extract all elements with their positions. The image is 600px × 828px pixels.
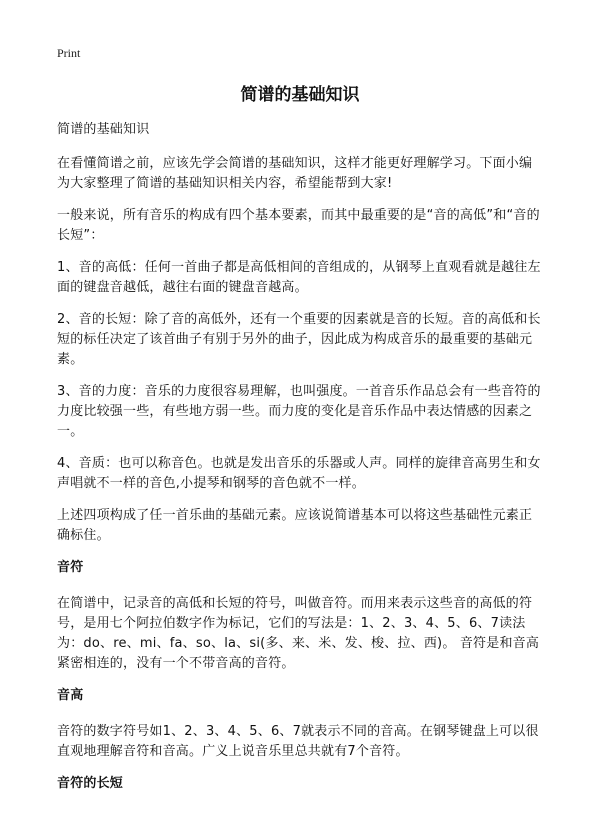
article-body: [57, 120, 545, 810]
print-link[interactable]: Print: [57, 46, 81, 60]
duration-paragraph: 2、音的长短：除了音的高低外，还有一个重要的因素就是音的长短。音的高低和长短的标任决定了该首曲子有别于另外的曲子，因此成为构成音乐的最重要的基础元素。: [57, 312, 541, 367]
section-heading-note-length: 音符的长短: [57, 776, 124, 791]
elements-paragraph: 一般来说，所有音乐的构成有四个基本要素，而其中最重要的是“音的高低”和“音的长短”：: [57, 208, 540, 243]
section-heading-notes: 音符: [57, 560, 84, 575]
section-body-pitch: 音符的数字符号如1、2、3、4、5、6、7就表示不同的音高。在钢琴键盘上可以很直观地理解音符和音高。广义上说音乐里总共就有7个音符。: [57, 724, 539, 759]
summary-paragraph: 上述四项构成了任一首乐曲的基础元素。应该说简谱基本可以将这些基础性元素正确标住。: [57, 508, 533, 543]
page-title: 简谱的基础知识: [240, 85, 360, 105]
dynamics-paragraph: 3、音的力度：音乐的力度很容易理解，也叫强度。一首音乐作品总会有一些音符的力度比较强一些，有些地方弱一些。而力度的变化是音乐作品中表达情感的因素之一。: [57, 384, 541, 439]
section-body-notes: 在简谱中，记录音的高低和长短的符号，叫做音符。而用来表示这些音的高低的符号，是用七个阿拉伯数字作为标记，它们的写法是：1、2、3、4、5、6、7读法为：do、re、mi、fa、so、la、si(多、来、米、发、梭、拉、西)。 音符是和音高紧密相连的，没有一个不带音高的音符。: [57, 596, 540, 671]
section-heading-pitch: 音高: [57, 688, 84, 703]
intro-paragraph: 在看懂简谱之前，应该先学会简谱的基础知识，这样才能更好理解学习。下面小编为大家整理了简谱的基础知识相关内容，希望能帮到大家!: [57, 156, 533, 191]
timbre-paragraph: 4、音质：也可以称音色。也就是发出音乐的乐器或人声。同样的旋律音高男生和女声唱就不一样的音色,小提琴和钢琴的音色就不一样。: [57, 456, 541, 491]
article-subtitle: 简谱的基础知识: [57, 122, 150, 137]
pitch-paragraph: 1、音的高低：任何一首曲子都是高低相间的音组成的，从钢琴上直观看就是越往左面的键盘音越低，越往右面的键盘音越高。: [57, 260, 541, 295]
